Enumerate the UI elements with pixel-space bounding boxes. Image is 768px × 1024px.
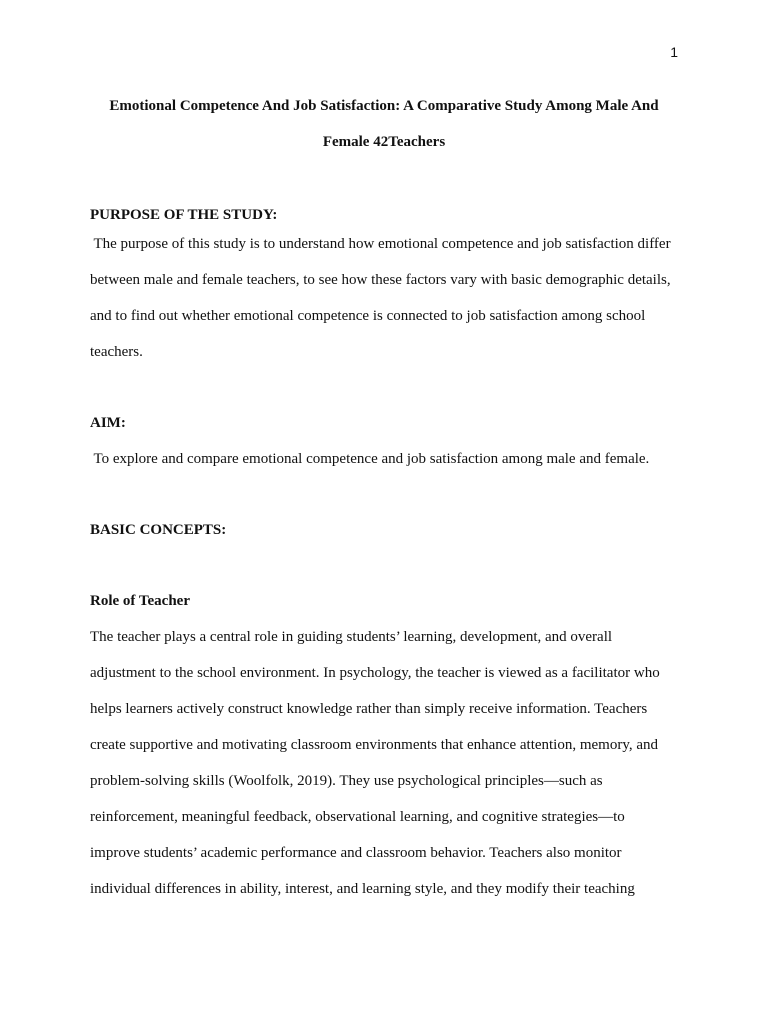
role-line-6: reinforcement, meaningful feedback, observational learning, and cognitive strategies—to bbox=[90, 809, 625, 825]
purpose-heading: PURPOSE OF THE STUDY: bbox=[90, 207, 278, 223]
role-line-2: adjustment to the school environment. In psychology, the teacher is viewed as a facilitator who bbox=[90, 665, 660, 681]
title-line-2: Female 42Teachers bbox=[322, 134, 446, 150]
purpose-line-1: The purpose of this study is to understand how emotional competence and job satisfaction differ bbox=[90, 236, 671, 252]
purpose-line-2: between male and female teachers, to see how these factors vary with basic demographic details, bbox=[90, 272, 671, 288]
role-line-8: individual differences in ability, interest, and learning style, and they modify their teaching bbox=[90, 881, 635, 897]
page-number: 1 bbox=[670, 44, 678, 60]
basic-concepts-heading: BASIC CONCEPTS: bbox=[90, 522, 227, 538]
role-line-5: problem-solving skills (Woolfolk, 2019). They use psychological principles—such as bbox=[90, 773, 603, 789]
purpose-paragraph bbox=[90, 226, 682, 370]
role-line-7: improve students’ academic performance and classroom behavior. Teachers also monitor bbox=[90, 845, 622, 861]
aim-text: To explore and compare emotional competence and job satisfaction among male and female. bbox=[90, 451, 650, 467]
document-title bbox=[90, 88, 678, 160]
purpose-line-3: and to find out whether emotional competence is connected to job satisfaction among school bbox=[90, 308, 646, 324]
role-line-1: The teacher plays a central role in guiding students’ learning, development, and overall bbox=[90, 629, 613, 645]
aim-heading: AIM: bbox=[90, 415, 126, 431]
role-line-3: helps learners actively construct knowledge rather than simply receive information. Teachers bbox=[90, 701, 648, 717]
title-line-1: Emotional Competence And Job Satisfaction: A Comparative Study Among Male And bbox=[109, 98, 659, 114]
role-line-4: create supportive and motivating classroom environments that enhance attention, memory, and bbox=[90, 737, 659, 753]
purpose-line-4: teachers. bbox=[90, 344, 143, 360]
role-of-teacher-heading: Role of Teacher bbox=[90, 593, 190, 609]
role-of-teacher-paragraph bbox=[90, 619, 682, 907]
